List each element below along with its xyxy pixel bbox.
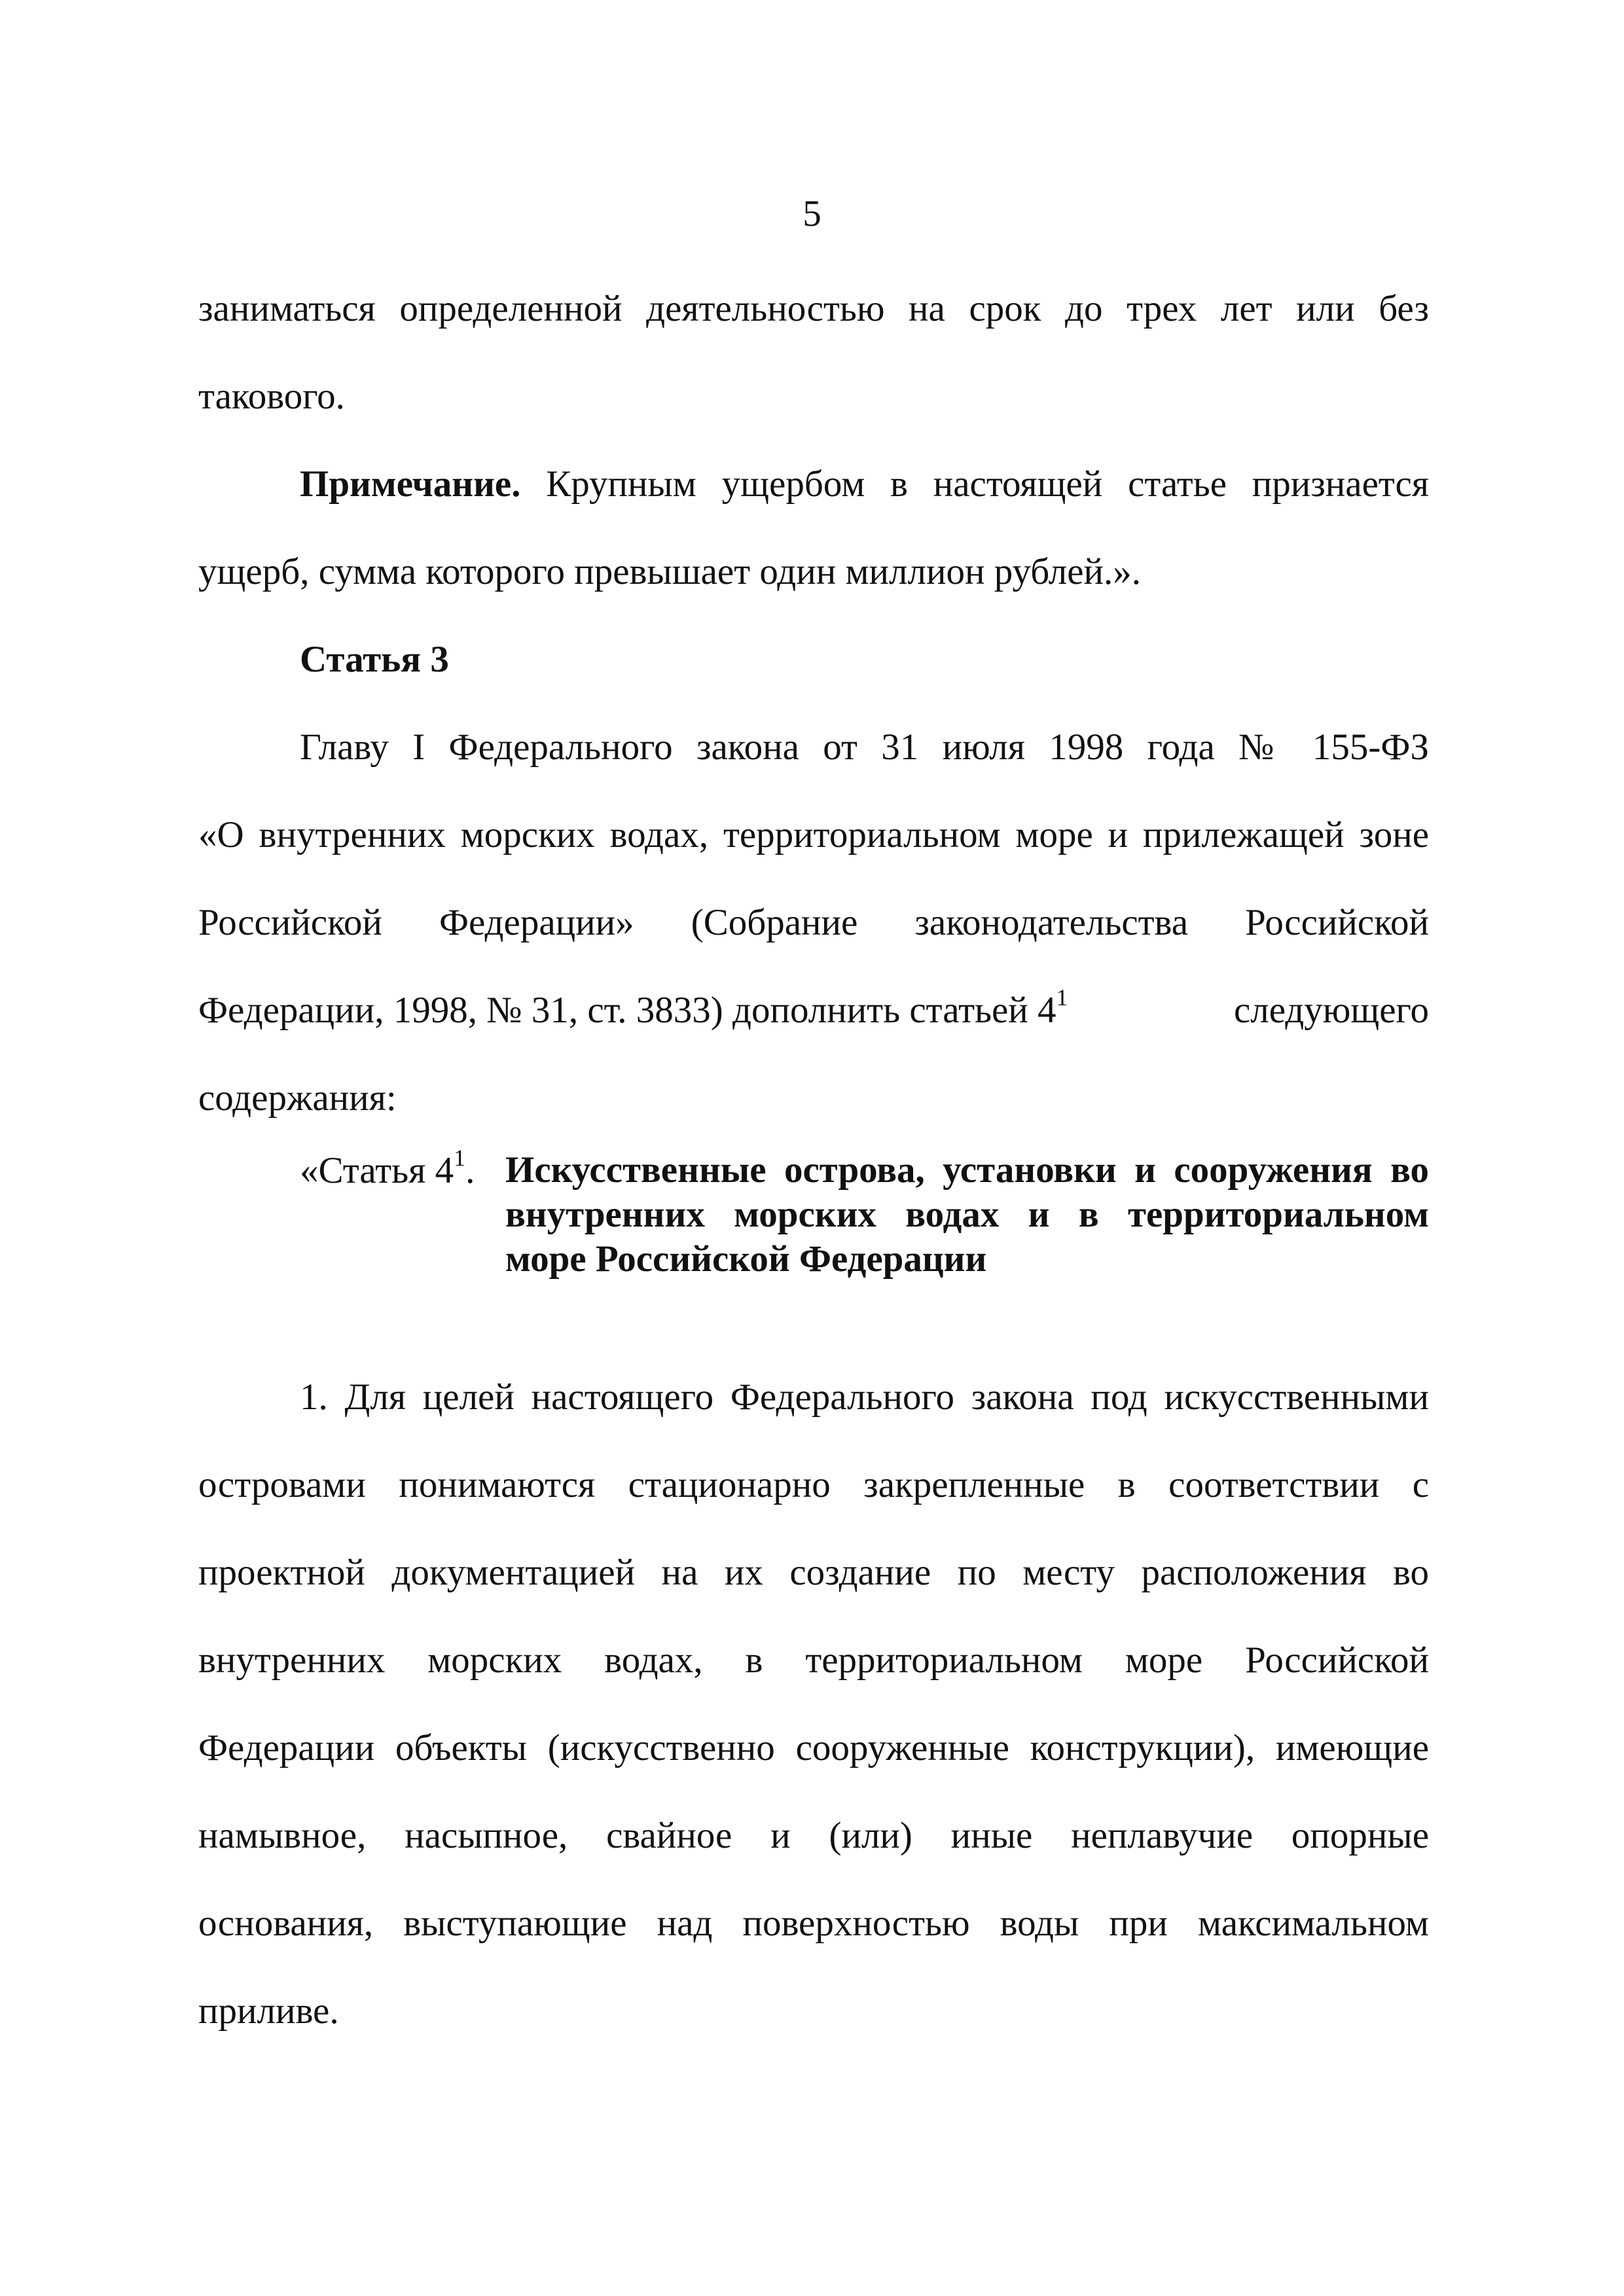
body-text: Федерации, 1998, № 31, ст. 3833) дополнить статьей 4	[198, 990, 1056, 1031]
body-line: 1. Для целей настоящего Федерального закона под искусственными	[300, 1376, 1429, 1418]
body-line: приливе.	[198, 1990, 339, 2032]
body-line: «О внутренних морских водах, территориальном море и прилежащей зоне	[198, 814, 1429, 855]
body-line: содержания:	[198, 1077, 397, 1119]
note-line	[300, 461, 1429, 507]
new-article-title: Искусственные острова, установки и сооружения во	[505, 1149, 1429, 1191]
article-label-text: .	[465, 1150, 475, 1191]
superscript: 1	[1056, 984, 1068, 1011]
new-article-label	[300, 1145, 475, 1194]
body-line: такового.	[198, 376, 345, 417]
body-line: намывное, насыпное, свайное и (или) иные неплавучие опорные	[198, 1815, 1429, 1856]
superscript: 1	[454, 1145, 466, 1171]
body-line	[198, 984, 1429, 1033]
article-label-text: «Статья 4	[300, 1150, 454, 1191]
body-text: следующего	[1233, 990, 1429, 1031]
new-article-title: море Российской Федерации	[505, 1238, 987, 1280]
page-number: 5	[803, 193, 821, 234]
new-article-title: внутренних морских водах и в территориальном	[505, 1194, 1429, 1235]
body-line: Федерации объекты (искусственно сооруженные конструкции), имеющие	[198, 1727, 1429, 1768]
body-line: островами понимаются стационарно закрепленные в соответствии с	[198, 1464, 1429, 1505]
note-line: ущерб, сумма которого превышает один миллион рублей.».	[198, 551, 1142, 592]
body-line: Главу I Федерального закона от 31 июля 1998 года № 155-ФЗ	[300, 726, 1429, 768]
article-heading: Статья 3	[300, 639, 449, 680]
body-line: проектной документацией на их создание по месту расположения во	[198, 1552, 1429, 1593]
note-text: Крупным ущербом в настоящей статье признается	[546, 463, 1429, 505]
body-line: основания, выступающие над поверхностью воды при максимальном	[198, 1903, 1429, 1944]
body-line: Российской Федерации» (Собрание законодательства Российской	[198, 902, 1429, 943]
body-line: заниматься определенной деятельностью на срок до трех лет или без	[198, 288, 1429, 329]
body-line: внутренних морских водах, в территориальном море Российской	[198, 1640, 1429, 1681]
note-label: Примечание.	[300, 463, 521, 505]
